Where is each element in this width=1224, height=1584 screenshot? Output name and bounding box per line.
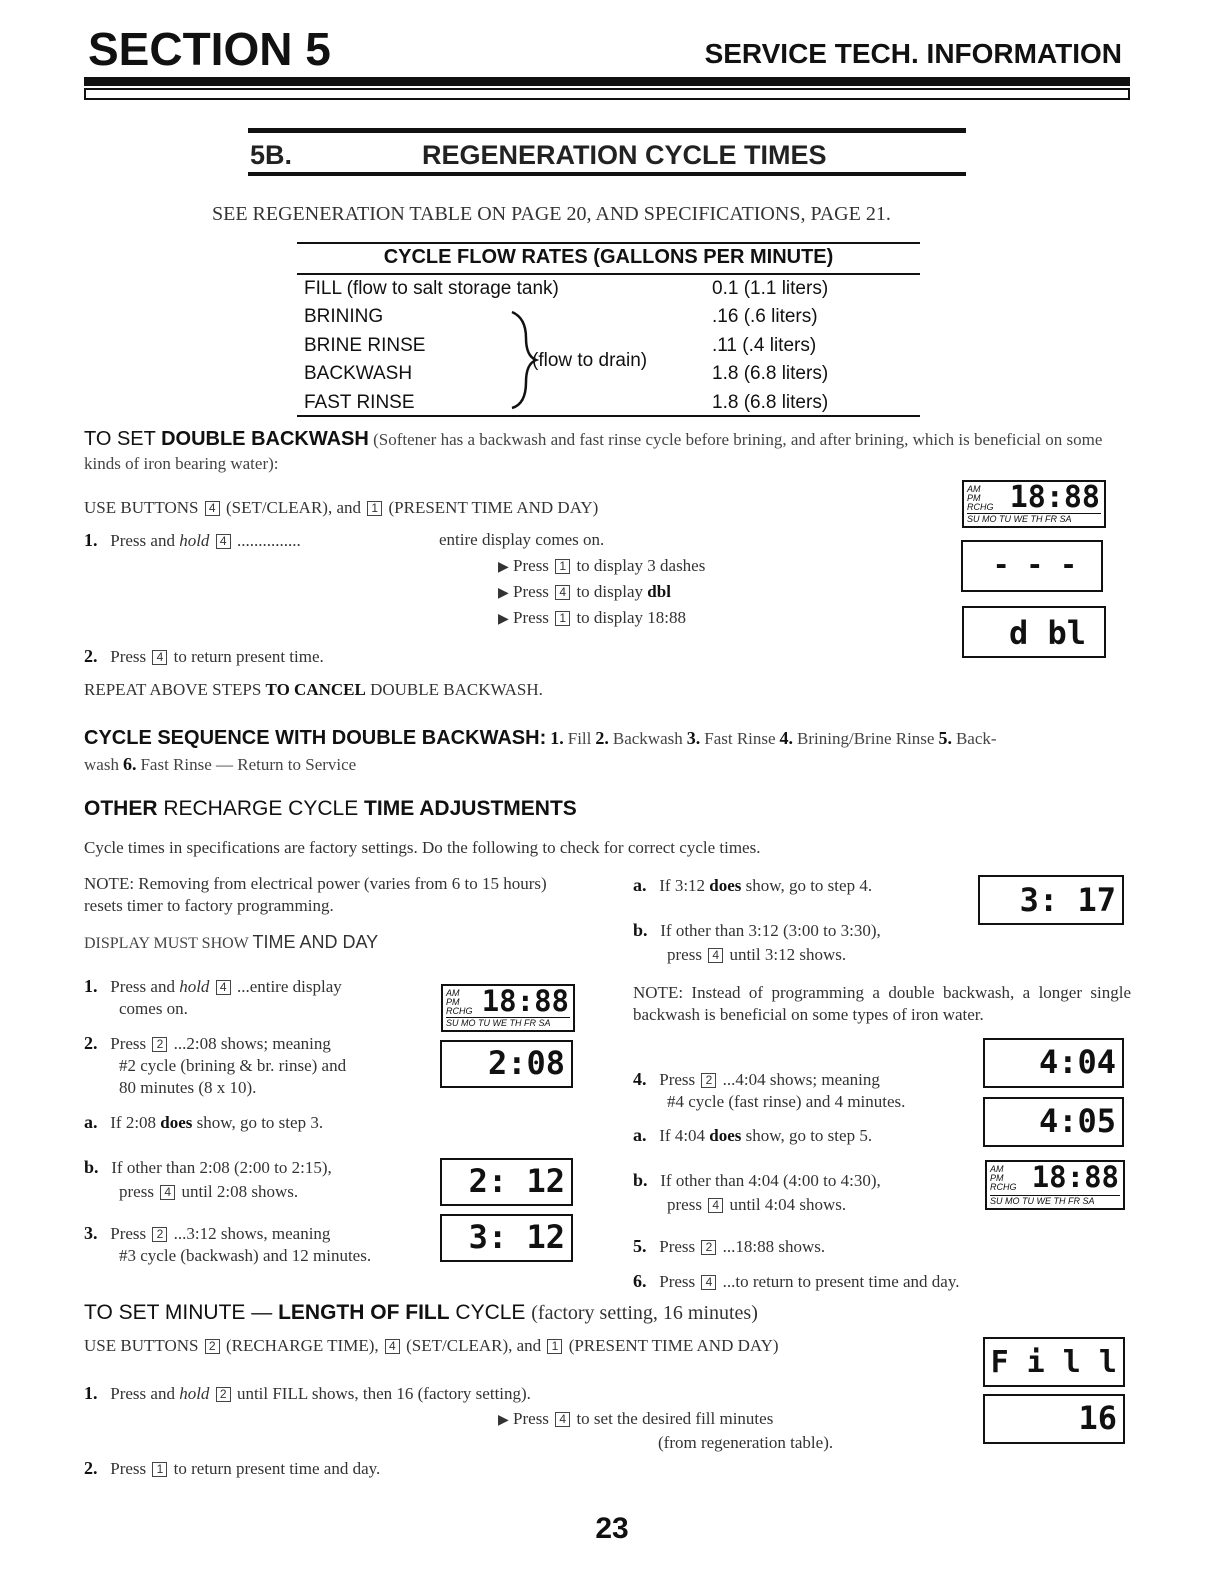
table-rule-mid xyxy=(297,273,920,275)
lcd-dashes: - - - xyxy=(961,540,1103,592)
fill-use-buttons: USE BUTTONS 2 (RECHARGE TIME), 4 (SET/CLEAR), and 1 (PRESENT TIME AND DAY) xyxy=(84,1336,779,1355)
db-step-1: 1. Press and hold 4 ............... xyxy=(84,530,301,550)
table-cell-cycle: FILL (flow to salt storage tank) xyxy=(304,278,559,299)
double-backwash-heading: TO SET DOUBLE BACKWASH (Softener has a backwash and fast rinse cycle before brining, and after brining, which is beneficial on some kinds of iron bearing water): xyxy=(84,428,1103,473)
other-note-2: NOTE: Instead of programming a double backwash, a longer single backwash is beneficial on some types of iron water. xyxy=(633,983,1131,1024)
db-substep: ▶ Press 1 to display 18:88 xyxy=(498,608,686,627)
db-step-1-result: entire display comes on. xyxy=(439,530,605,549)
section-number: 5B. xyxy=(250,140,293,170)
lcd-3-12: 3: 12 xyxy=(440,1214,573,1262)
table-cell-rate: 0.1 (1.1 liters) xyxy=(712,278,829,299)
flow-to-drain-note: (flow to drain) xyxy=(532,350,648,371)
table-rule-bottom xyxy=(297,415,920,417)
fill-substep: ▶ Press 4 to set the desired fill minutes (from regeneration table). xyxy=(498,1409,834,1452)
triangle-right-icon: ▶ xyxy=(498,560,509,575)
other-note-1: NOTE: Removing from electrical power (varies from 6 to 15 hours) resets timer to factory programming. xyxy=(84,874,547,915)
db-substep: ▶ Press 1 to display 3 dashes xyxy=(498,556,706,575)
section-heading: REGENERATION CYCLE TIMES xyxy=(422,140,827,170)
lcd-full-display: AM PM RCHG 18:88 SU MO TU WE TH FR SA xyxy=(985,1160,1125,1210)
header-rule xyxy=(84,77,1130,86)
table-cell-rate: .16 (.6 liters) xyxy=(712,306,818,327)
repeat-to-cancel: REPEAT ABOVE STEPS TO CANCEL DOUBLE BACKWASH. xyxy=(84,680,543,699)
triangle-right-icon: ▶ xyxy=(498,612,509,627)
fill-heading: TO SET MINUTE — LENGTH OF FILL CYCLE (factory setting, 16 minutes) xyxy=(84,1301,758,1324)
table-cell-cycle: BRINING xyxy=(304,306,384,327)
triangle-right-icon: ▶ xyxy=(498,1413,509,1428)
fill-step-1: 1. Press and hold 2 until FILL shows, then 16 (factory setting). xyxy=(84,1383,531,1403)
triangle-right-icon: ▶ xyxy=(498,586,509,601)
right-step-6: 6. Press 4 ...to return to present time and day. xyxy=(633,1271,960,1291)
lcd-16: 16 xyxy=(983,1394,1125,1444)
other-step-2: 2. Press 2 ...2:08 shows; meaning #2 cycle (brining & br. rinse) and 80 minutes (8 x 10). xyxy=(84,1033,347,1097)
right-step-5: 5. Press 2 ...18:88 shows. xyxy=(633,1236,826,1256)
right-step-4b: b. If other than 4:04 (4:00 to 4:30), press 4 until 4:04 shows. xyxy=(633,1170,881,1214)
table-cell-rate: 1.8 (6.8 liters) xyxy=(712,392,829,413)
lcd-2-12: 2: 12 xyxy=(440,1158,573,1206)
table-cell-cycle: BACKWASH xyxy=(304,363,413,384)
table-cell-rate: 1.8 (6.8 liters) xyxy=(712,363,829,384)
see-note: SEE REGENERATION TABLE ON PAGE 20, AND SPECIFICATIONS, PAGE 21. xyxy=(212,203,891,225)
lcd-full-display: AM PM RCHG 18:88 SU MO TU WE TH FR SA xyxy=(962,480,1106,528)
lcd-full-display: AM PM RCHG 18:88 SU MO TU WE TH FR SA xyxy=(441,984,575,1032)
key-4-icon: 4 xyxy=(205,501,220,516)
key-1-icon: 1 xyxy=(367,501,382,516)
page-number: 23 xyxy=(595,1512,629,1545)
other-intro: Cycle times in specifications are factory settings. Do the following to check for correct cycle times. xyxy=(84,838,761,857)
right-step-b: b. If other than 3:12 (3:00 to 3:30), press 4 until 3:12 shows. xyxy=(633,920,881,964)
section-label: SECTION 5 xyxy=(88,23,331,75)
fill-step-2: 2. Press 1 to return present time and day. xyxy=(84,1458,381,1478)
right-step-a: a. If 3:12 does show, go to step 4. xyxy=(633,875,873,895)
other-step-1: 1. Press and hold 4 ...entire display comes on. xyxy=(84,976,342,1018)
right-step-4a: a. If 4:04 does show, go to step 5. xyxy=(633,1125,873,1145)
db-substep: ▶ Press 4 to display dbl xyxy=(498,582,671,601)
display-must-show: DISPLAY MUST SHOW TIME AND DAY xyxy=(84,932,379,952)
right-step-4: 4. Press 2 ...4:04 shows; meaning #4 cycle (fast rinse) and 4 minutes. xyxy=(633,1069,906,1111)
section-rule-top xyxy=(248,128,966,133)
table-title: CYCLE FLOW RATES (GALLONS PER MINUTE) xyxy=(383,246,834,268)
other-step-3: 3. Press 2 ...3:12 shows, meaning #3 cycle (backwash) and 12 minutes. xyxy=(84,1223,372,1265)
db-step-2: 2. Press 4 to return present time. xyxy=(84,646,324,666)
section-title: SERVICE TECH. INFORMATION xyxy=(704,38,1122,69)
cycle-sequence: CYCLE SEQUENCE WITH DOUBLE BACKWASH: 1. Fill 2. Backwash 3. Fast Rinse 4. Brining/Brine Rinse 5. Back- wash 6. Fast Rinse — Return to Service xyxy=(84,727,997,774)
section-rule-bottom xyxy=(248,172,966,176)
use-buttons-line: USE BUTTONS 4 (SET/CLEAR), and 1 (PRESENT TIME AND DAY) xyxy=(84,498,599,517)
lcd-4-04: 4:04 xyxy=(983,1038,1124,1088)
other-step-2b: b. If other than 2:08 (2:00 to 2:15), press 4 until 2:08 shows. xyxy=(84,1157,332,1201)
header-rule-box xyxy=(84,88,1130,100)
table-cell-cycle: BRINE RINSE xyxy=(304,335,426,356)
lcd-3-17: 3: 17 xyxy=(978,875,1124,925)
other-step-2a: a. If 2:08 does show, go to step 3. xyxy=(84,1112,324,1132)
table-rule-top xyxy=(297,242,920,244)
lcd-dbl: d bl xyxy=(962,606,1106,658)
lcd-4-05: 4:05 xyxy=(983,1097,1124,1147)
table-cell-cycle: FAST RINSE xyxy=(304,392,415,413)
other-heading: OTHER RECHARGE CYCLE TIME ADJUSTMENTS xyxy=(84,797,577,820)
table-cell-rate: .11 (.4 liters) xyxy=(712,335,817,356)
lcd-2-08: 2:08 xyxy=(440,1040,573,1088)
lcd-fill: F i l l xyxy=(983,1337,1125,1387)
